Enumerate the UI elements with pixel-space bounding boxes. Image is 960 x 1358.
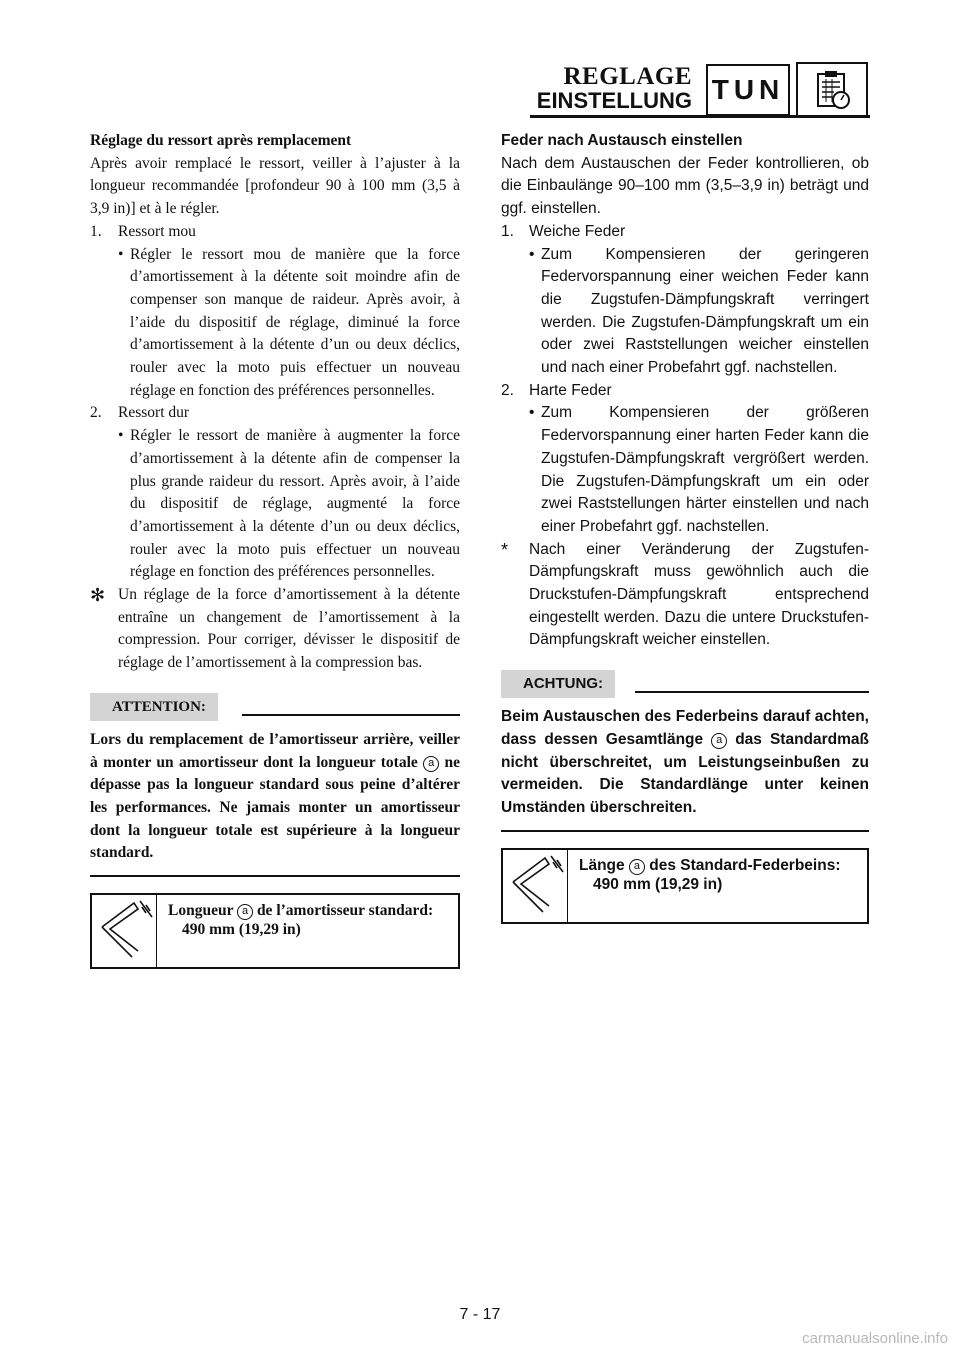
de-attention-bottom-rule <box>501 830 869 832</box>
header-title-de: EINSTELLUNG <box>536 88 692 113</box>
fr-note-text: Un réglage de la force d’amortissement à la détente entraîne un changement de l’amortissement à la compression. Pour corriger, dévisser le dispositif de réglage de l’amortissement à la compression bas. <box>118 586 460 672</box>
de-spec-label <box>579 856 857 875</box>
de-attention-text-pre: Beim Austauschen des Federbeins darauf achten, dass dessen Gesamtlänge <box>501 708 869 748</box>
fr-item-2-bullet <box>90 425 460 584</box>
caliper-icon <box>507 854 567 916</box>
de-item-2 <box>501 380 869 403</box>
de-note <box>501 539 869 653</box>
fr-item-2-title: Ressort dur <box>118 404 190 422</box>
tun-badge: TUN <box>706 64 790 116</box>
fr-heading: Réglage du ressort après remplacement <box>90 132 352 149</box>
bullet-icon: • <box>529 245 535 263</box>
bullet-icon: • <box>118 245 124 263</box>
de-item-2-number: 2. <box>501 381 514 399</box>
fr-spec-label-post: de l’amortisseur standard: <box>256 902 434 920</box>
fr-spec-label <box>168 901 448 920</box>
de-item-2-title: Harte Feder <box>529 381 612 399</box>
fr-attention-rule <box>242 714 460 716</box>
de-item-1 <box>501 221 869 244</box>
fr-attention-text-post: ne dépasse pas la longueur standard sous peine d’altérer les performances. Ne jamais monter un amortisseur dont la longueur totale est supérieure à la longueur standard. <box>90 753 461 862</box>
clipboard-stopwatch-icon <box>796 62 868 118</box>
de-item-1-bullet <box>501 244 869 380</box>
circled-a-icon: a <box>711 733 727 749</box>
fr-attention-text-pre: Lors du remplacement de l’amortisseur arrière, veiller à monter un amortisseur dont la longueur totale <box>90 730 460 771</box>
fr-item-2 <box>90 402 460 425</box>
fr-attention-header <box>90 693 460 723</box>
fr-spec-text <box>168 901 448 939</box>
header-rule <box>530 115 870 118</box>
header-title-fr: REGLAGE <box>563 63 692 90</box>
bullet-icon: • <box>529 404 535 422</box>
fr-item-2-text: Régler le ressort de manière à augmenter la force d’amortissement à la détente afin de compenser la plus grande raideur du ressort. Après avoir, à l’aide du dispositif de réglage, augmenté la force d’amortissement à la détente d’un ou deux déclics, rouler avec la moto puis effectuer un nouveau réglage en fonction des préférences personnelles. <box>130 427 460 581</box>
de-attention-label: ACHTUNG: <box>501 670 615 698</box>
de-heading: Feder nach Austausch einstellen <box>501 132 743 149</box>
fr-note <box>90 584 460 675</box>
de-note-text: Nach einer Veränderung der Zugstufen-Dämpfungskraft muss gewöhnlich auch die Druckstufen-Dämpfungskraft entsprechend eingestellt werden. Dazu die untere Druckstufen-Dämpfungskraft weicher einstellen. <box>529 540 869 649</box>
bullet-icon: • <box>118 427 124 445</box>
header-titles <box>537 64 692 112</box>
de-attention-text-post: das Standardmaß nicht überschreitet, um Leistungseinbußen zu vermeiden. Die Standardlänge unter keinen Umständen überschreiten. <box>501 730 869 816</box>
de-attention-text <box>501 706 869 820</box>
de-item-1-text: Zum Kompensieren der geringeren Federvorspannung einer weichen Feder kann die Zugstufen-Dämpfungskraft verringert werden. Die Zugstufen-Dämpfungskraft um ein oder zwei Raststellungen weicher einstellen und nach einer Probefahrt ggf. nachstellen. <box>541 245 869 377</box>
de-spec-label-post: des Standard-Federbeins: <box>649 856 841 874</box>
de-spec-label-pre: Länge <box>579 856 625 874</box>
fr-spec-label-pre: Longueur <box>168 902 234 920</box>
de-spec-box <box>501 848 869 924</box>
caliper-icon <box>96 899 156 961</box>
fr-spec-box <box>90 893 460 969</box>
asterisk-icon: ✻ <box>90 585 106 606</box>
de-item-2-text: Zum Kompensieren der größeren Federvorspannung einer harten Feder kann die Zugstufen-Dämpfungskraft vergrößert werden. Die Zugstufen-Dämpfungskraft um ein oder zwei Raststellungen härter einstellen und nach einer Probefahrt ggf. nachstellen. <box>541 404 869 535</box>
fr-item-1-number: 1. <box>90 222 102 240</box>
de-spec-text <box>579 856 857 894</box>
column-french <box>90 130 460 969</box>
de-item-2-bullet <box>501 402 869 538</box>
page-number: 7 - 17 <box>459 1306 501 1323</box>
fr-spec-value: 490 mm (19,29 in) <box>182 921 301 939</box>
de-item-1-title: Weiche Feder <box>529 222 626 240</box>
circled-a-icon: a <box>423 756 439 772</box>
fr-item-1-text: Régler le ressort mou de manière que la force d’amortissement à la détente soit moindre afin de compenser son manque de raideur. Après avoir, à l’aide du dispositif de réglage, diminué la force d’amortissement à la détente d’un ou deux déclics, rouler avec la moto puis effectuer un nouveau réglage en fonction des préférences personnelles. <box>130 245 460 399</box>
fr-item-1 <box>90 221 460 244</box>
circled-a-icon: a <box>237 904 253 920</box>
fr-attention-label: ATTENTION: <box>90 693 218 721</box>
fr-attention-text <box>90 729 460 865</box>
de-attention-header <box>501 670 869 700</box>
watermark: carmanualsonline.info <box>802 1330 948 1347</box>
fr-spec-divider <box>156 895 157 967</box>
de-spec-divider <box>567 850 568 922</box>
circled-a-icon: a <box>629 859 645 875</box>
de-attention-rule <box>635 691 869 693</box>
de-spec-value: 490 mm (19,29 in) <box>593 875 723 893</box>
column-german <box>501 130 869 924</box>
de-item-1-number: 1. <box>501 222 514 240</box>
fr-attention-bottom-rule <box>90 875 460 877</box>
fr-item-1-title: Ressort mou <box>118 222 196 240</box>
fr-intro: Après avoir remplacé le ressort, veiller à l’ajuster à la longueur recommandée [profondeur 90 à 100 mm (3,5 à 3,9 in)] et à le régler. <box>90 154 460 218</box>
fr-item-2-number: 2. <box>90 404 102 422</box>
fr-item-1-bullet <box>90 244 460 403</box>
de-intro: Nach dem Austauschen der Feder kontrollieren, ob die Einbaulänge 90–100 mm (3,5–3,9 in) beträgt und ggf. einstellen. <box>501 154 869 218</box>
asterisk-icon: * <box>501 539 509 560</box>
